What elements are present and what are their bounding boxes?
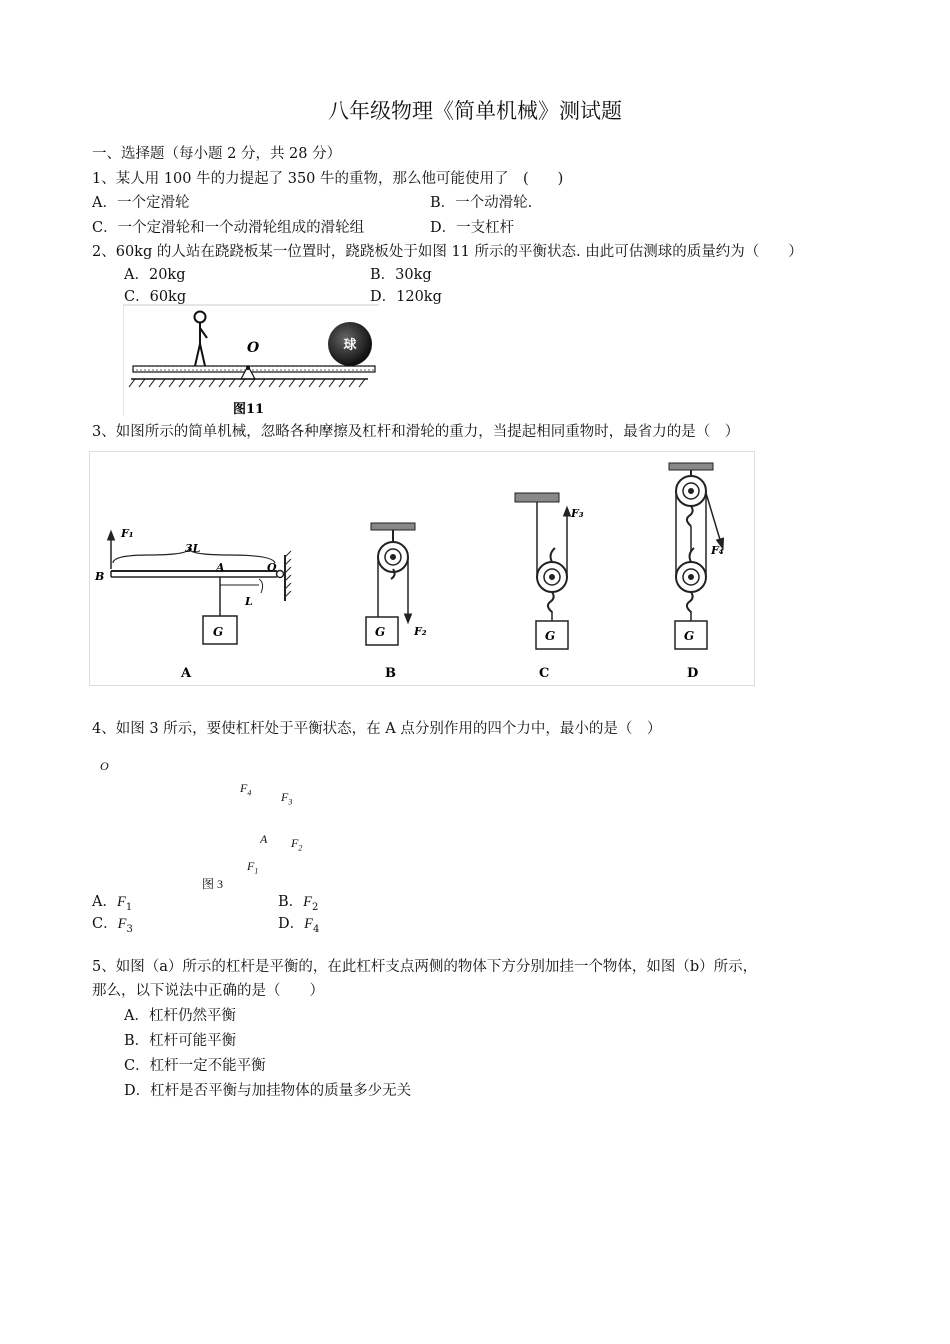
machine-b-weight: G <box>375 625 386 639</box>
q4-option-a: A．$F_1$ <box>92 894 133 913</box>
q4-option-c: C．$F_3$ <box>92 916 133 935</box>
q1-option-c: C．一个定滑轮和一个动滑轮组成的滑轮组 <box>92 220 365 236</box>
q1-option-b: B．一个动滑轮. <box>430 195 533 211</box>
q4-stem: 4、如图 3 所示，要使杠杆处于平衡状态，在 A 点分别作用的四个力中，最小的是（ ） <box>92 721 662 737</box>
machine-a-l-label: L <box>245 595 253 608</box>
machine-c-movable-pulley <box>515 493 571 649</box>
machine-a-point-b: B <box>95 570 105 583</box>
q4-option-b: B．$F_2$ <box>278 894 319 913</box>
seesaw-board <box>133 366 375 372</box>
machine-a-3l-label: 3L <box>185 542 201 555</box>
fig3-f1: $F_1$ <box>247 859 259 876</box>
fig3-point-o: O <box>100 759 109 773</box>
machine-a-label: A <box>181 666 192 681</box>
machine-a-point-o: O <box>267 561 277 574</box>
ball-label: 球 <box>343 338 357 353</box>
page-title: 八年级物理《简单机械》测试题 <box>328 99 622 123</box>
pivot-label: O <box>247 340 260 356</box>
machine-c-weight: G <box>545 629 556 643</box>
figure-q3-machines <box>89 451 755 686</box>
fig3-f4: $F_4$ <box>240 781 252 798</box>
fig3-caption: 图 3 <box>202 877 224 891</box>
q5-option-d: D．杠杆是否平衡与加挂物体的质量多少无关 <box>124 1083 412 1099</box>
q2-option-b: B．30kg <box>370 267 432 283</box>
figure-11-caption: 图11 <box>233 402 265 417</box>
person-figure <box>195 312 208 367</box>
q2-option-c: C．60kg <box>124 289 187 305</box>
machine-b-label: B <box>385 666 396 681</box>
q3-stem: 3、如图所示的简单机械，忽略各种摩擦及杠杆和滑轮的重力，当提起相同重物时，最省力的是（ ） <box>92 424 740 440</box>
figure-11-seesaw <box>123 304 380 418</box>
machine-c-label: C <box>539 666 550 681</box>
q2-stem: 2、60kg 的人站在跷跷板某一位置时，跷跷板处于如图 11 所示的平衡状态. 由此可估测球的质量约为（ ） <box>92 244 803 260</box>
fig3-f2: $F_2$ <box>291 836 303 853</box>
fig3-f3: $F_3$ <box>281 790 293 807</box>
machine-b-force-label: F₂ <box>414 625 427 638</box>
q5-option-c: C．杠杆一定不能平衡 <box>124 1058 266 1074</box>
q5-stem-line2: 那么，以下说法中正确的是（ ） <box>92 983 324 999</box>
fig3-point-a: A <box>260 832 268 846</box>
machine-a-force-label: F₁ <box>121 527 134 540</box>
q4-option-d: D．$F_4$ <box>278 916 320 935</box>
q5-option-b: B．杠杆可能平衡 <box>124 1033 237 1049</box>
ground-hatching <box>129 379 365 387</box>
q2-option-d: D．120kg <box>370 289 442 305</box>
q1-stem: 1、某人用 100 牛的力提起了 350 牛的重物，那么他可能使用了 ( ) <box>92 171 564 187</box>
figure-3-lever <box>92 755 352 895</box>
q5-stem-line1: 5、如图（a）所示的杠杆是平衡的，在此杠杆支点两侧的物体下方分别加挂一个物体，如图（b）所示， <box>92 959 758 975</box>
machine-a-weight: G <box>213 625 224 639</box>
machine-a-point-a: A <box>216 561 225 574</box>
machine-d-label: D <box>687 666 699 681</box>
q1-option-a: A．一个定滑轮 <box>92 195 190 211</box>
machine-d-force-label: F₄ <box>711 544 724 557</box>
q2-option-a: A．20kg <box>124 267 186 283</box>
q5-option-a: A．杠杆仍然平衡 <box>124 1008 236 1024</box>
machine-b-fixed-pulley <box>366 523 415 645</box>
section-heading: 一、选择题（每小题 2 分，共 28 分） <box>92 146 342 162</box>
machine-c-force-label: F₃ <box>571 507 584 520</box>
machine-d-weight: G <box>684 629 695 643</box>
q1-option-d: D．一支杠杆 <box>430 220 515 236</box>
